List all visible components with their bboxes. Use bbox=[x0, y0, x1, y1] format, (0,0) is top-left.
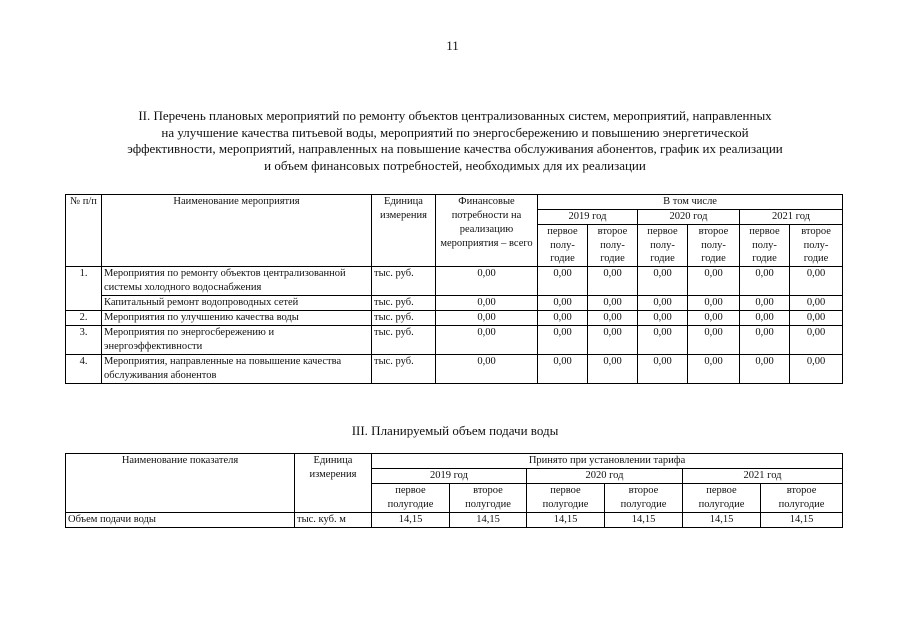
header-row bbox=[66, 454, 843, 469]
row-value: 14,15 bbox=[527, 513, 605, 528]
row-total: 0,00 bbox=[436, 354, 538, 383]
row-name: Мероприятия по энергосбережению и энергоэффективности bbox=[102, 325, 372, 354]
row-name: Мероприятия по ремонту объектов централизованной системы холодного водоснабжения bbox=[102, 266, 372, 295]
half-header: первое полу- годие bbox=[638, 225, 688, 267]
row-value: 14,15 bbox=[761, 513, 843, 528]
section-3-title: III. Планируемый объем подачи воды bbox=[351, 423, 559, 438]
row-total: 0,00 bbox=[436, 266, 538, 295]
year-header: 2021 год bbox=[683, 469, 843, 484]
row-unit: тыс. руб. bbox=[372, 310, 436, 325]
measures-table bbox=[65, 194, 843, 384]
row-total: 0,00 bbox=[436, 310, 538, 325]
table-row bbox=[66, 354, 843, 383]
col-header-name: Наименование мероприятия bbox=[102, 195, 372, 267]
row-num: 4. bbox=[66, 354, 102, 383]
row-value: 0,00 bbox=[740, 295, 790, 310]
table-row bbox=[66, 295, 843, 310]
row-name: Мероприятия, направленные на повышение качества обслуживания абонентов bbox=[102, 354, 372, 383]
row-value: 0,00 bbox=[688, 354, 740, 383]
row-value: 0,00 bbox=[790, 310, 843, 325]
row-value: 0,00 bbox=[688, 310, 740, 325]
row-unit: тыс. куб. м bbox=[295, 513, 372, 528]
row-value: 0,00 bbox=[740, 325, 790, 354]
row-value: 0,00 bbox=[790, 295, 843, 310]
row-value: 0,00 bbox=[688, 325, 740, 354]
row-value: 0,00 bbox=[538, 354, 588, 383]
water-supply-table bbox=[65, 453, 843, 528]
row-name: Мероприятия по улучшению качества воды bbox=[102, 310, 372, 325]
row-value: 14,15 bbox=[372, 513, 450, 528]
year-header: 2019 год bbox=[372, 469, 527, 484]
row-name: Капитальный ремонт водопроводных сетей bbox=[102, 295, 372, 310]
row-value: 0,00 bbox=[638, 310, 688, 325]
header-row bbox=[66, 195, 843, 210]
row-value: 0,00 bbox=[688, 266, 740, 295]
row-unit: тыс. руб. bbox=[372, 295, 436, 310]
row-value: 0,00 bbox=[538, 310, 588, 325]
row-value: 14,15 bbox=[683, 513, 761, 528]
row-value: 14,15 bbox=[605, 513, 683, 528]
half-header: второе полу- годие bbox=[790, 225, 843, 267]
row-value: 0,00 bbox=[588, 310, 638, 325]
row-value: 0,00 bbox=[538, 325, 588, 354]
row-value: 0,00 bbox=[790, 354, 843, 383]
row-value: 0,00 bbox=[688, 295, 740, 310]
row-value: 0,00 bbox=[588, 266, 638, 295]
row-value: 0,00 bbox=[790, 325, 843, 354]
col-header-accepted: Принято при установлении тарифа bbox=[372, 454, 843, 469]
col-header-indicator: Наименование показателя bbox=[66, 454, 295, 513]
row-value: 0,00 bbox=[740, 310, 790, 325]
row-value: 0,00 bbox=[740, 354, 790, 383]
half-header: первое полугодие bbox=[683, 484, 761, 513]
row-num: 2. bbox=[66, 310, 102, 325]
row-value: 0,00 bbox=[638, 295, 688, 310]
row-value: 14,15 bbox=[450, 513, 527, 528]
table-row bbox=[66, 310, 843, 325]
table-row bbox=[66, 266, 843, 295]
title-line: II. Перечень плановых мероприятий по ремонту объектов централизованных систем, мероприятий, направленных bbox=[138, 108, 772, 123]
title-line: и объем финансовых потребностей, необходимых для их реализации bbox=[264, 157, 646, 173]
half-header: второе полугодие bbox=[761, 484, 843, 513]
row-value: 0,00 bbox=[638, 266, 688, 295]
row-unit: тыс. руб. bbox=[372, 354, 436, 383]
section-2-title bbox=[60, 108, 850, 174]
row-value: 0,00 bbox=[740, 266, 790, 295]
half-header: первое полу- годие bbox=[740, 225, 790, 267]
row-value: 0,00 bbox=[638, 325, 688, 354]
col-header-including: В том числе bbox=[538, 195, 843, 210]
half-header: первое полугодие bbox=[527, 484, 605, 513]
row-value: 0,00 bbox=[538, 295, 588, 310]
col-header-num: № п/п bbox=[66, 195, 102, 267]
col-header-finance: Финансовые потребности на реализацию мероприятия – всего bbox=[436, 195, 538, 267]
year-header: 2021 год bbox=[740, 210, 843, 225]
half-header: второе полу- годие bbox=[588, 225, 638, 267]
year-header: 2019 год bbox=[538, 210, 638, 225]
row-total: 0,00 bbox=[436, 295, 538, 310]
year-header: 2020 год bbox=[638, 210, 740, 225]
half-header: первое полугодие bbox=[372, 484, 450, 513]
half-header: второе полугодие bbox=[605, 484, 683, 513]
row-unit: тыс. руб. bbox=[372, 325, 436, 354]
row-value: 0,00 bbox=[588, 325, 638, 354]
row-value: 0,00 bbox=[538, 266, 588, 295]
half-header: второе полугодие bbox=[450, 484, 527, 513]
page-number: 11 bbox=[446, 38, 459, 53]
row-name: Объем подачи воды bbox=[66, 513, 295, 528]
title-line: эффективности, мероприятий, направленных на повышение качества обслуживания абонентов, график их реализации bbox=[127, 141, 783, 156]
half-header: второе полу- годие bbox=[688, 225, 740, 267]
row-value: 0,00 bbox=[588, 354, 638, 383]
row-value: 0,00 bbox=[588, 295, 638, 310]
half-header: первое полу- годие bbox=[538, 225, 588, 267]
table-row bbox=[66, 325, 843, 354]
row-value: 0,00 bbox=[790, 266, 843, 295]
year-header: 2020 год bbox=[527, 469, 683, 484]
row-unit: тыс. руб. bbox=[372, 266, 436, 295]
row-num: 1. bbox=[66, 266, 102, 295]
col-header-unit: Единица измерения bbox=[372, 195, 436, 267]
title-line: на улучшение качества питьевой воды, мероприятий по энергосбережению и повышению энергетической bbox=[161, 124, 749, 140]
table-row bbox=[66, 513, 843, 528]
row-value: 0,00 bbox=[638, 354, 688, 383]
row-num bbox=[66, 295, 102, 310]
row-total: 0,00 bbox=[436, 325, 538, 354]
col-header-unit: Единица измерения bbox=[295, 454, 372, 513]
row-num: 3. bbox=[66, 325, 102, 354]
